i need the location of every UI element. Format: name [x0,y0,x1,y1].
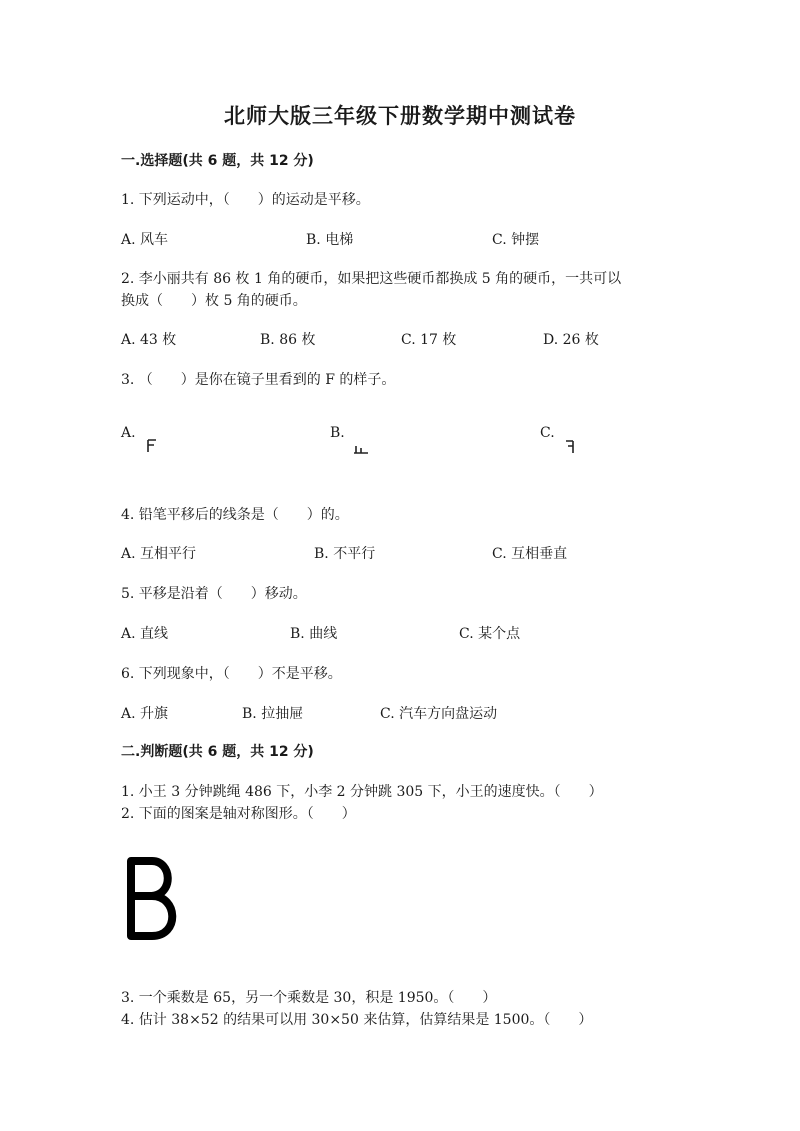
option-c: C. 钟摆 [492,232,540,248]
question-4: 4. 铅笔平移后的线条是（ ）的。 [121,507,349,523]
question-3: 3. （ ）是你在镜子里看到的 F 的样子。 [121,372,396,388]
judgement-3: 3. 一个乘数是 65，另一个乘数是 30，积是 1950。（ ） [121,990,497,1006]
judgement-4: 4. 估计 38×52 的结果可以用 30×50 来估算，估算结果是 1500。（ ） [121,1012,593,1028]
option-c: C. [540,425,555,441]
letter-f-image-b [353,444,369,454]
option-a: A. 风车 [121,232,169,248]
question-1: 1. 下列运动中，（ ）的运动是平移。 [121,192,370,208]
letter-f-image-a [146,439,158,453]
question-2-line1: 2. 李小丽共有 86 枚 1 角的硬币，如果把这些硬币都换成 5 角的硬币，一共可以 [121,271,622,287]
option-a: A. 直线 [121,626,169,642]
option-b: B. 电梯 [306,232,354,248]
judgement-1: 1. 小王 3 分钟跳绳 486 下，小李 2 分钟跳 305 下，小王的速度快。（ ） [121,784,603,800]
section-heading-choice: 一.选择题(共 6 题，共 12 分) [121,153,314,169]
option-c: C. 某个点 [459,626,521,642]
option-c: C. 17 枚 [401,332,457,348]
option-a: A. 升旗 [121,706,169,722]
letter-f-image-c [564,440,576,454]
option-a: A. 互相平行 [121,546,197,562]
option-a: A. 43 枚 [121,332,177,348]
option-a: A. [121,425,136,441]
letter-b-figure [122,856,182,942]
question-6: 6. 下列现象中，（ ）不是平移。 [121,666,342,682]
question-5: 5. 平移是沿着（ ）移动。 [121,586,307,602]
option-c: C. 汽车方向盘运动 [380,706,498,722]
section-heading-judgement: 二.判断题(共 6 题，共 12 分) [121,744,314,760]
judgement-2: 2. 下面的图案是轴对称图形。（ ） [121,806,356,822]
page-title: 北师大版三年级下册数学期中测试卷 [224,103,576,128]
option-d: D. 26 枚 [543,332,599,348]
option-b: B. 曲线 [290,626,338,642]
option-b: B. 86 枚 [260,332,316,348]
option-b: B. 不平行 [314,546,376,562]
option-b: B. 拉抽屉 [242,706,304,722]
option-b: B. [330,425,345,441]
option-c: C. 互相垂直 [492,546,568,562]
question-2-line2: 换成（ ）枚 5 角的硬币。 [121,293,307,309]
